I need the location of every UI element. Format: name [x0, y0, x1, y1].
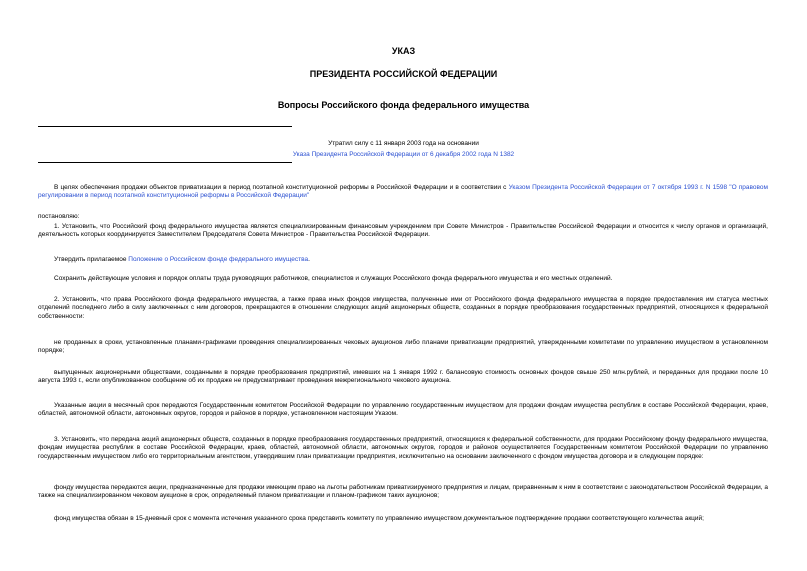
regulation-link[interactable]: Положение о Российском фонде федерального имущества: [128, 256, 309, 263]
issuer-heading: ПРЕЗИДЕНТА РОССИЙСКОЙ ФЕДЕРАЦИИ: [309, 69, 498, 79]
approve-text: Утвердить прилагаемое: [54, 256, 129, 263]
paragraph-2a: не проданных в сроки, установленные планами-графиками проведения специализированных чековых аукционов либо планами приватизации предприятий, утвержденными комитетами по управлению имуществом в установленном порядке;: [38, 339, 768, 355]
intro-paragraph: [38, 184, 768, 201]
status-note-link-row: [0, 150, 807, 159]
paragraph-keep-conditions: Сохранить действующие условия и порядок оплаты труда руководящих работников, специалистов и служащих Российского фонда федерального имущества и его местных отделений.: [54, 275, 613, 282]
decree-1598-link[interactable]: Указом Президента Российской Федерации от 7 октября 1993 г. N 1598 "О правовом регулировании в период поэтапной конституционной реформы в Российской Федерации": [38, 184, 768, 200]
repealing-decree-link[interactable]: Указа Президента Российской Федерации от 6 декабря 2002 года N 1382: [292, 151, 515, 158]
paragraph-2: 2. Установить, что права Российского фонда федерального имущества, а также права иных фондов имущества, полученные ими от Российского фонда федерального имущества в порядке предоставления им статуса местных отделений последнего либо в силу заключенных с ним договоров, прекращаются в отношении следующих акций акционерных обществ, созданных в порядке преобразования государственных предприятий, относящихся к федеральной собственности:: [38, 296, 768, 320]
paragraph-3a: фонду имущества передаются акции, предназначенные для продажи имеющим право на льготы работникам приватизируемого предприятия и лицам, приравненным к ним в соответствии с законодательством Российской Федерации, а также на специализированном чековом аукционе в срок, определяемый планом приватизации и планом-графиком таких аукционов;: [38, 484, 768, 500]
paragraph-1: 1. Установить, что Российский фонд федерального имущества является специализированным финансовым учреждением при Совете Министров - Правительстве Российской Федерации и относится к числу органов и организаций, деятельность которых координируется Заместителем Председателя Совета Министров - Правительства Российской Федерации.: [38, 223, 768, 239]
decree-word: постановляю:: [38, 213, 80, 220]
paragraph-2b: выпущенных акционерными обществами, созданными в порядке преобразования предприятий, имевших на 1 января 1992 г. балансовую стоимость основных фондов свыше 250 млн.рублей, и переданных для продажи после 10 августа 1993 г., если опубликованное сообщение об их продаже не предусматривает проведения межрегионального чекового аукциона.: [38, 369, 768, 385]
bottom-divider: [38, 162, 292, 163]
paragraph-3: 3. Установить, что передача акций акционерных обществ, созданных в порядке преобразования государственных предприятий, относящихся к федеральной собственности, для продажи Российскому фонду федерального имущества, фондам имущества республик в составе Российской Федерации, краев, областей, автономной области, автономных округов, городов и районов осуществляется Государственным комитетом Российской Федерации по управлению государственным имуществом либо его территориальным агентством, утвердившим план приватизации предприятия, исключительно на основании заключенного с фондом имущества договора и в следующем порядке:: [38, 436, 768, 460]
top-divider: [38, 126, 292, 127]
paragraph-3b: фонд имущества обязан в 15-дневный срок с момента истечения указанного срока представить комитету по управлению имуществом документальное подтверждение продажи соответствующего количества акций;: [54, 515, 704, 522]
approve-end: .: [308, 256, 310, 263]
status-note-text: Утратил силу с 11 января 2003 года на основании: [328, 140, 479, 147]
document-type-heading: УКАЗ: [391, 46, 416, 56]
document-subject-title: Вопросы Российского фонда федерального имущества: [277, 100, 530, 110]
intro-text: В целях обеспечения продажи объектов приватизации в период поэтапной конституционной реформы в Российской Федерации и в соответствии с: [54, 184, 509, 191]
paragraph-2c: Указанные акции в месячный срок передаются Государственным комитетом Российской Федерации по управлению государственным имуществом для продажи фондам имущества республик в составе Российской Федерации, краев, областей, автономной области, автономных округов, городов и районов в порядке, установленном настоящим Указом.: [38, 402, 768, 418]
approve-paragraph: [38, 256, 768, 264]
